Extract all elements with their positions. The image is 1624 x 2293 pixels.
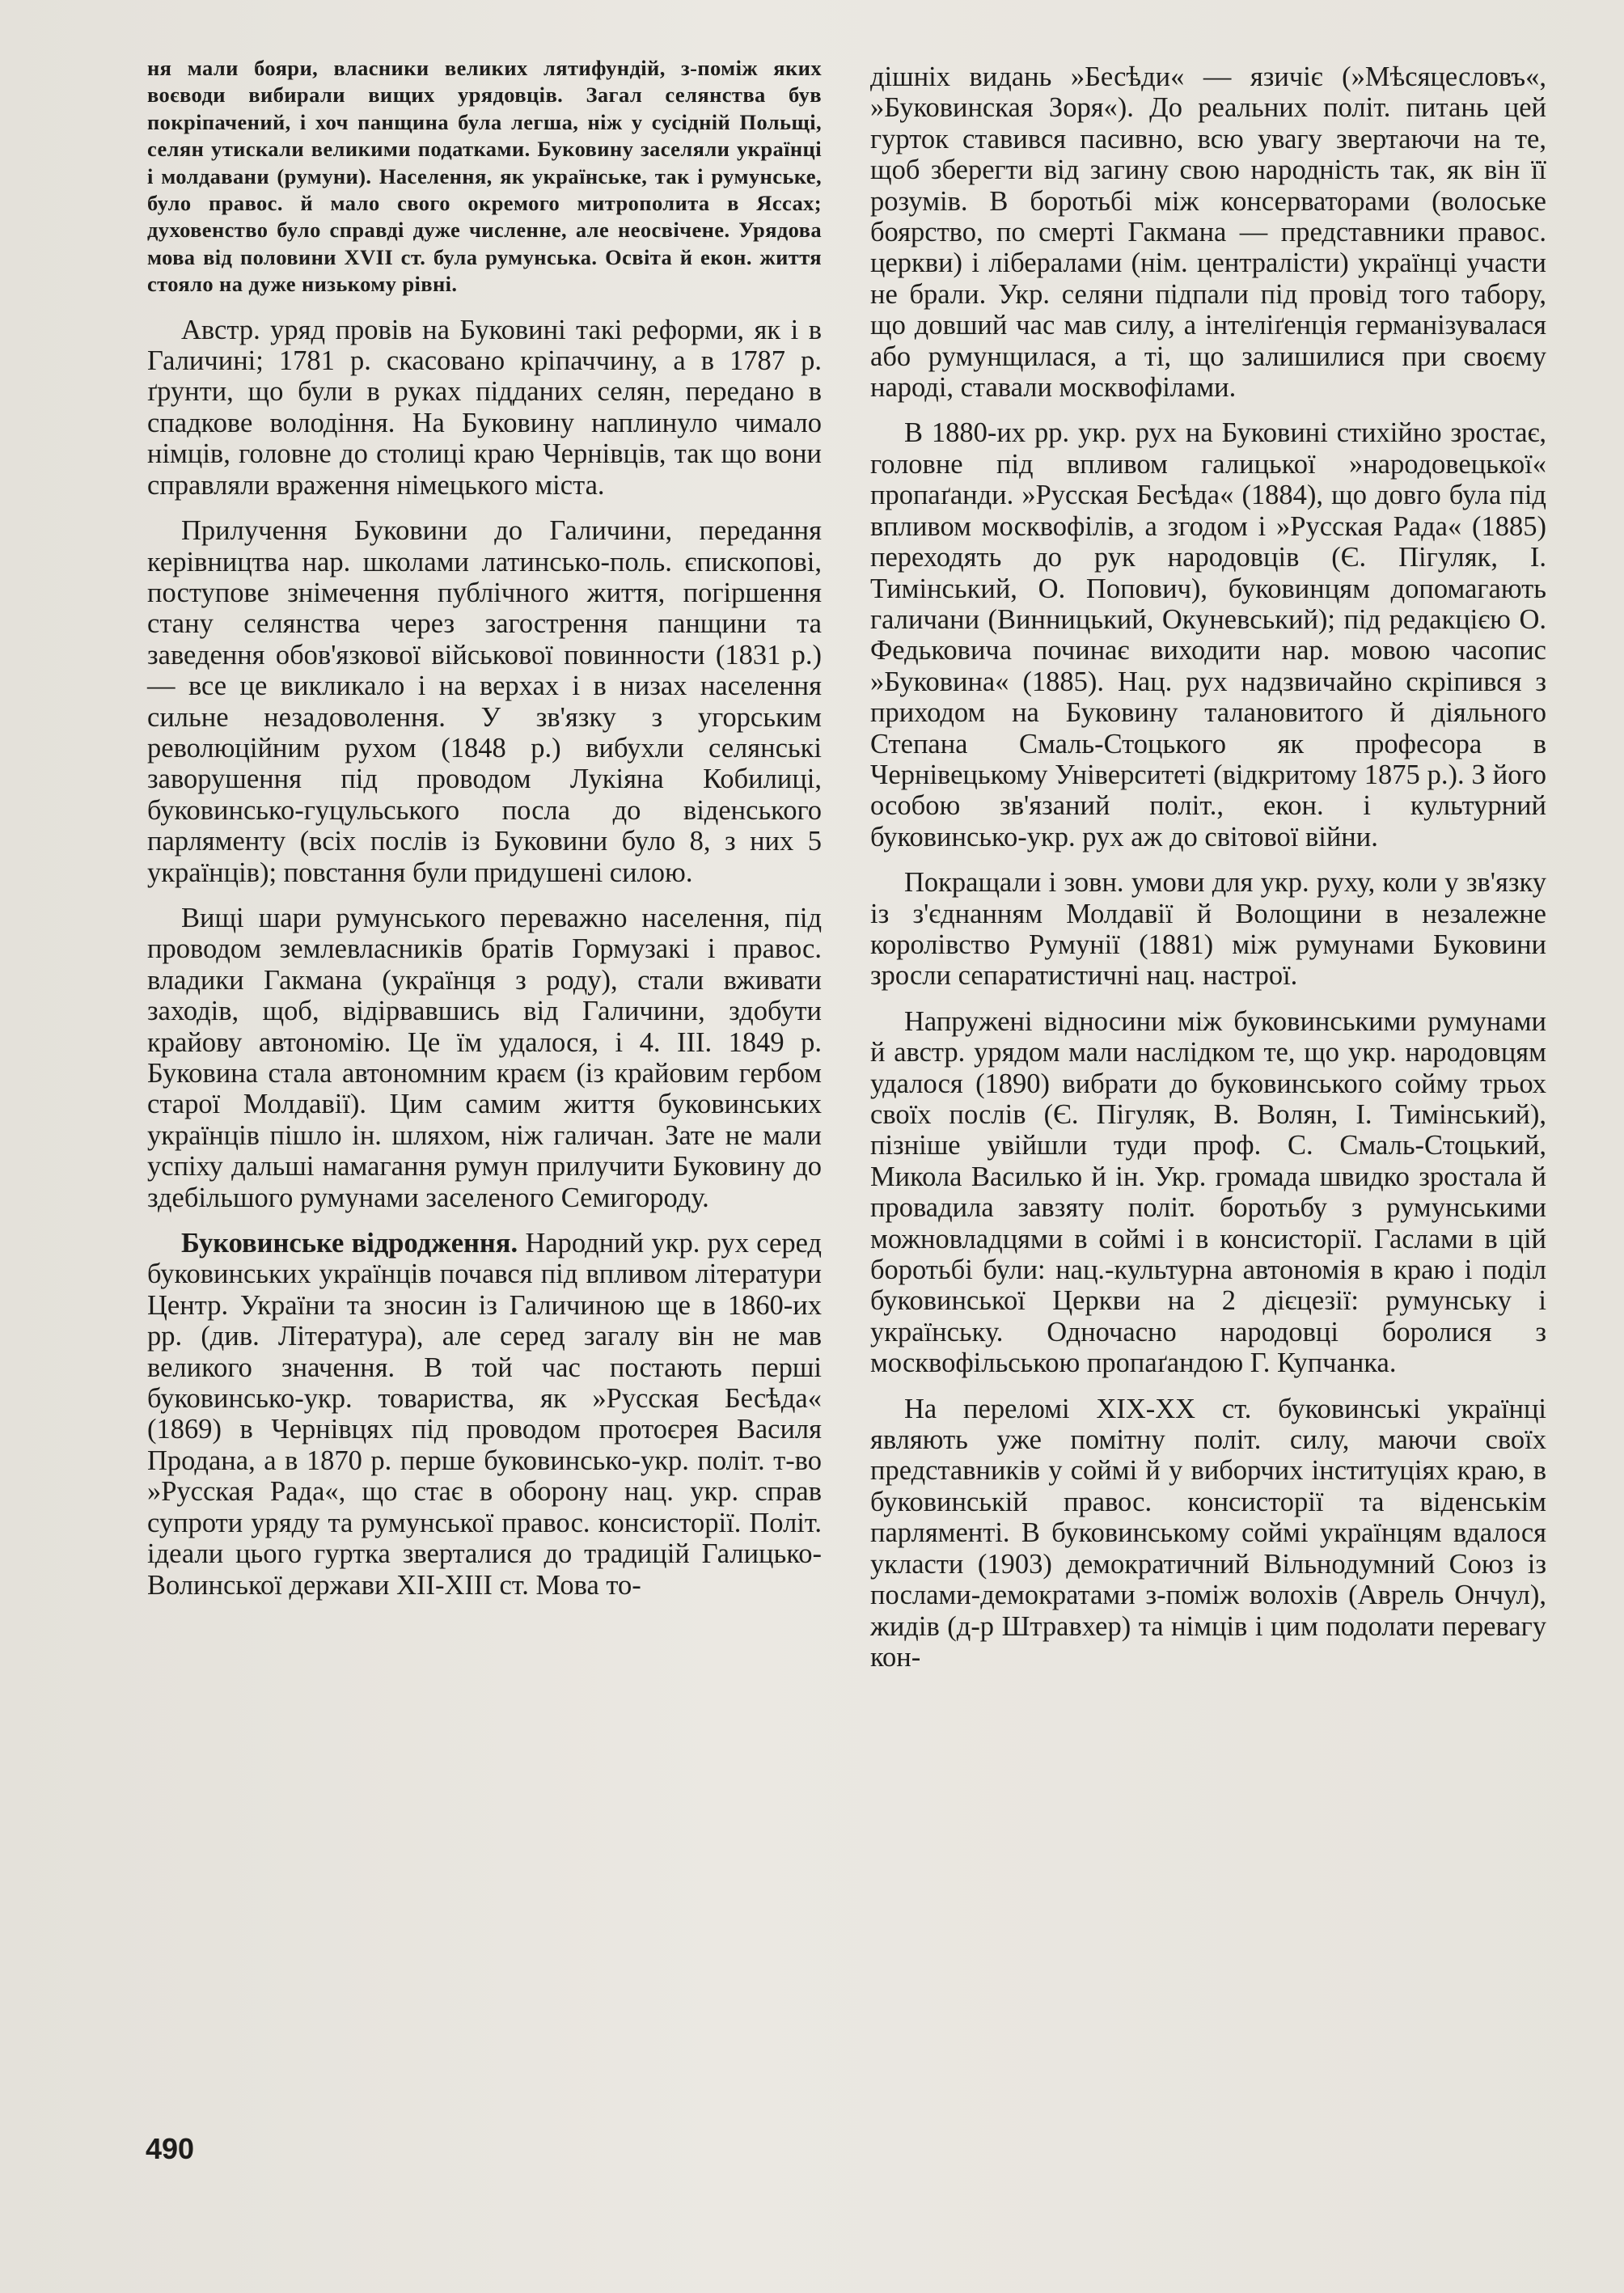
paragraph-revival	[147, 1228, 822, 1601]
paragraph-external-conditions: Покращали і зовн. умови для укр. руху, коли у зв'язку із з'єднанням Молдавії й Волощини в незалежне королівство Румунії (1881) між румунами Буковини зросли сепаратистичні нац. настрої.	[870, 867, 1546, 992]
left-column	[147, 55, 822, 1615]
paragraph-tensions: Напружені відносини між буковинськими румунами й австр. урядом мали наслідком те, що укр. народовцям удалося (1890) вибрати до буковинського сойму трьох своїх послів (Є. Пігуляк, В. Волян, І. Тимінський), пізніше увійшли туди проф. С. Смаль-Стоцький, Микола Василько й ін. Укр. громада швидко зростала й провадила завзяту політ. боротьбу з румунськими можновладцями в соймі і в консисторії. Гаслами в цій боротьбі були: нац.-культурна автономія в краю і поділ буковинської Церкви на 2 дієцезії: румунську і українську. Одночасно народовці боролися з москвофільською пропаґандою Г. Купчанка.	[870, 1005, 1546, 1379]
paragraph-continuation: дішніх видань »Бесѣди« — язичіє (»Мѣсяцесловъ«, »Буковинская Зоря«). До реальних політ. питань цей гурток ставився пасивно, всю увагу звертаючи на те, щоб зберегти від загину свою народність так, як він її розумів. В боротьбі між консерваторами (волоське боярство, по смерті Гакмана — представники правос. церкви) і лібералами (нім. централісти) українці участи не брали. Укр. селяни підпали під провід того табору, що довший час мав силу, а інтеліґенція германізувалася або румунщилася, а ті, що залишилися при своєму народі, ставали москвофілами.	[870, 61, 1546, 404]
paragraph-turn-of-century: На переломі XIX-XX ст. буковинські українці являють уже помітну політ. силу, маючи своїх представників у соймі й у виборчих інституціях краю, в буковинській правос. консисторії та віденськім парляменті. В буковинському соймі українцям вдалося укласти (1903) демократичний Вільнодумний Союз із послами-демократами з-поміж волохів (Аврель Ончул), жидів (д-р Штравхер) та німців і цим подолати перевагу кон-	[870, 1393, 1546, 1673]
paragraph-1880s: В 1880-их рр. укр. рух на Буковині стихійно зростає, головне під впливом галицької »народовецької« пропаґанди. »Русская Бесѣда« (1884), що довго була під впливом москвофілів, а згодом і »Русская Рада« (1885) переходять до рук народовців (Є. Пігуляк, І. Тимінський, О. Попович), буковинцям допомагають галичани (Винницький, Окуневський); під редакцією О. Федьковича починає виходити нар. мовою часопис »Буковина« (1885). Нац. рух надзвичайно скріпився з приходом на Буковину талановитого й діяльного Степана Смаль-Стоцького як професора в Чернівецькому Університеті (відкритому 1875 р.). З його особою зв'язаний політ., екон. і культурний буковинсько-укр. рух аж до світової війни.	[870, 417, 1546, 852]
page-number: 490	[146, 2132, 195, 2165]
section-text: Народний укр. рух серед буковинських українців почався під впливом літератури Центр. України та зносин із Галичиною ще в 1860-их рр. (див. Література), але серед загалу він не мав великого значення. В той час постають перші буковинсько-укр. товариства, як »Русская Бесѣда« (1869) в Чернівцях під проводом протоєрея Василя Продана, а в 1870 р. перше буковинсько-укр. політ. т-во »Русская Рада«, що стає в оборону нац. укр. справ супроти уряду та румунської правос. консисторії. Політ. ідеали цього гуртка зверталися до традицій Галицько-Волинської держави XII-XIII ст. Мова то-	[147, 1228, 822, 1601]
intro-paragraph: ня мали бояри, власники великих лятифундій, з-поміж яких воєводи вибирали вищих урядовців. Загал селянства був покріпачений, і хоч панщина була легша, ніж у сусідній Польщі, селян утискали великими податками. Буковину заселяли українці і молдавани (румуни). Населення, як українське, так і румунське, було правос. й мало свого окремого митрополита в Яссах; духовенство було справді дуже численне, але неосвічене. Урядова мова від половини XVII ст. була румунська. Освіта й екон. життя стояло на дуже низькому рівні.	[147, 56, 822, 297]
paragraph-annexation: Прилучення Буковини до Галичини, передання керівництва нар. школами латинсько-поль. єпископові, поступове знімечення публічного життя, погіршення стану селянства через загострення панщини та заведення обов'язкової військової повинности (1831 р.) — все це викликало і на верхах і в низах населення сильне незадоволення. У зв'язку з угорським революційним рухом (1848 р.) вибухли селянські заворушення під проводом Лукіяна Кобилиці, буковинсько-гуцульського посла до віденського парляменту (всіх послів із Буковини було 8, з них 5 українців); повстання були придушені силою.	[147, 515, 822, 888]
section-heading: Буковинське відродження.	[181, 1228, 518, 1259]
paragraph-romanian-elites: Вищі шари румунського переважно населення, під проводом землевласників братів Гормузакі і правос. владики Гакмана (українця з роду), стали вживати заходів, щоб, відірвавшись від Галичини, здобути крайову автономію. Це їм удалося, і 4. III. 1849 р. Буковина стала автономним краєм (із крайовим гербом старої Молдавії). Цим самим життя буковинських українців пішло ін. шляхом, ніж галичан. Зате не мали успіху дальші намагання румун прилучити Буковину до здебільшого румунами заселеного Семигороду.	[147, 902, 822, 1213]
paragraph-reforms: Австр. уряд провів на Буковині такі реформи, як і в Галичині; 1781 р. скасовано кріпаччину, а в 1787 р. ґрунти, що були в руках підданих селян, передано в спадкове володіння. На Буковину наплинуло чимало німців, головне до столиці краю Чернівців, так що вони справляли враження німецького міста.	[147, 314, 822, 501]
right-column	[870, 61, 1546, 1687]
